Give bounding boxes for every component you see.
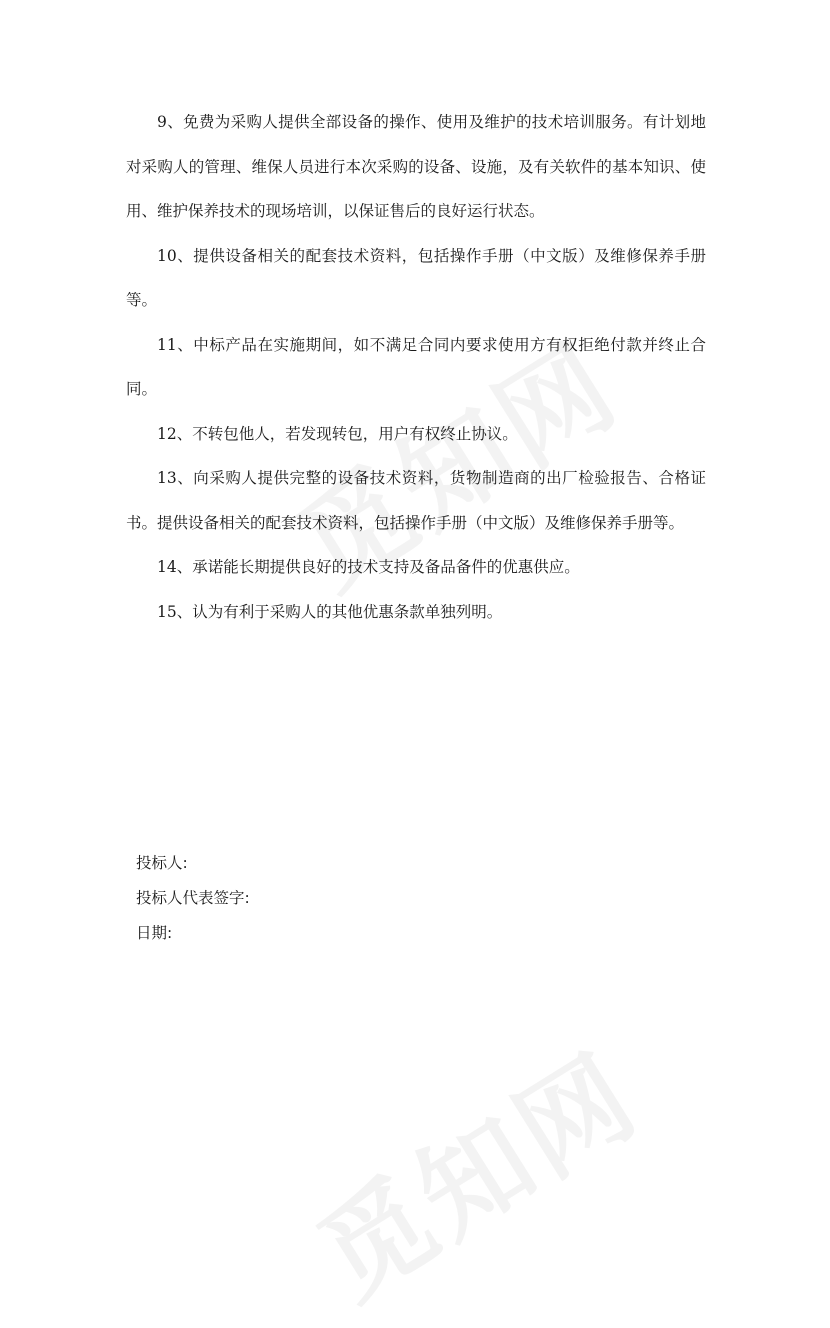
term-item-15: 15、认为有利于采购人的其他优惠条款单独列明。 bbox=[157, 602, 503, 621]
terms-list bbox=[126, 100, 706, 634]
term-item-11: 11、中标产品在实施期间，如不满足合同内要求使用方有权拒绝付款并终止合同。 bbox=[126, 335, 706, 398]
watermark-logo bbox=[285, 1010, 664, 1328]
term-item-13: 13、向采购人提供完整的设备技术资料，货物制造商的出厂检验报告、合格证书。提供设备相关的配套技术资料，包括操作手册（中文版）及维修保养手册等。 bbox=[126, 469, 706, 532]
bidder-label: 投标人: bbox=[136, 854, 188, 872]
term-item-9: 9、免费为采购人提供全部设备的操作、使用及维护的技术培训服务。有计划地对采购人的管理、维保人员进行本次采购的设备、设施，及有关软件的基本知识、使用、维护保养技术的现场培训，以保证售后的良好运行状态。 bbox=[126, 113, 706, 220]
date-label: 日期: bbox=[136, 924, 173, 942]
signature-block bbox=[136, 846, 250, 951]
term-item-12: 12、不转包他人，若发现转包，用户有权终止协议。 bbox=[157, 424, 518, 443]
term-item-14: 14、承诺能长期提供良好的技术支持及备品备件的优惠供应。 bbox=[157, 558, 580, 576]
term-item-10: 10、提供设备相关的配套技术资料，包括操作手册（中文版）及维修保养手册等。 bbox=[126, 246, 706, 309]
representative-signature-label: 投标人代表签字: bbox=[136, 889, 250, 907]
